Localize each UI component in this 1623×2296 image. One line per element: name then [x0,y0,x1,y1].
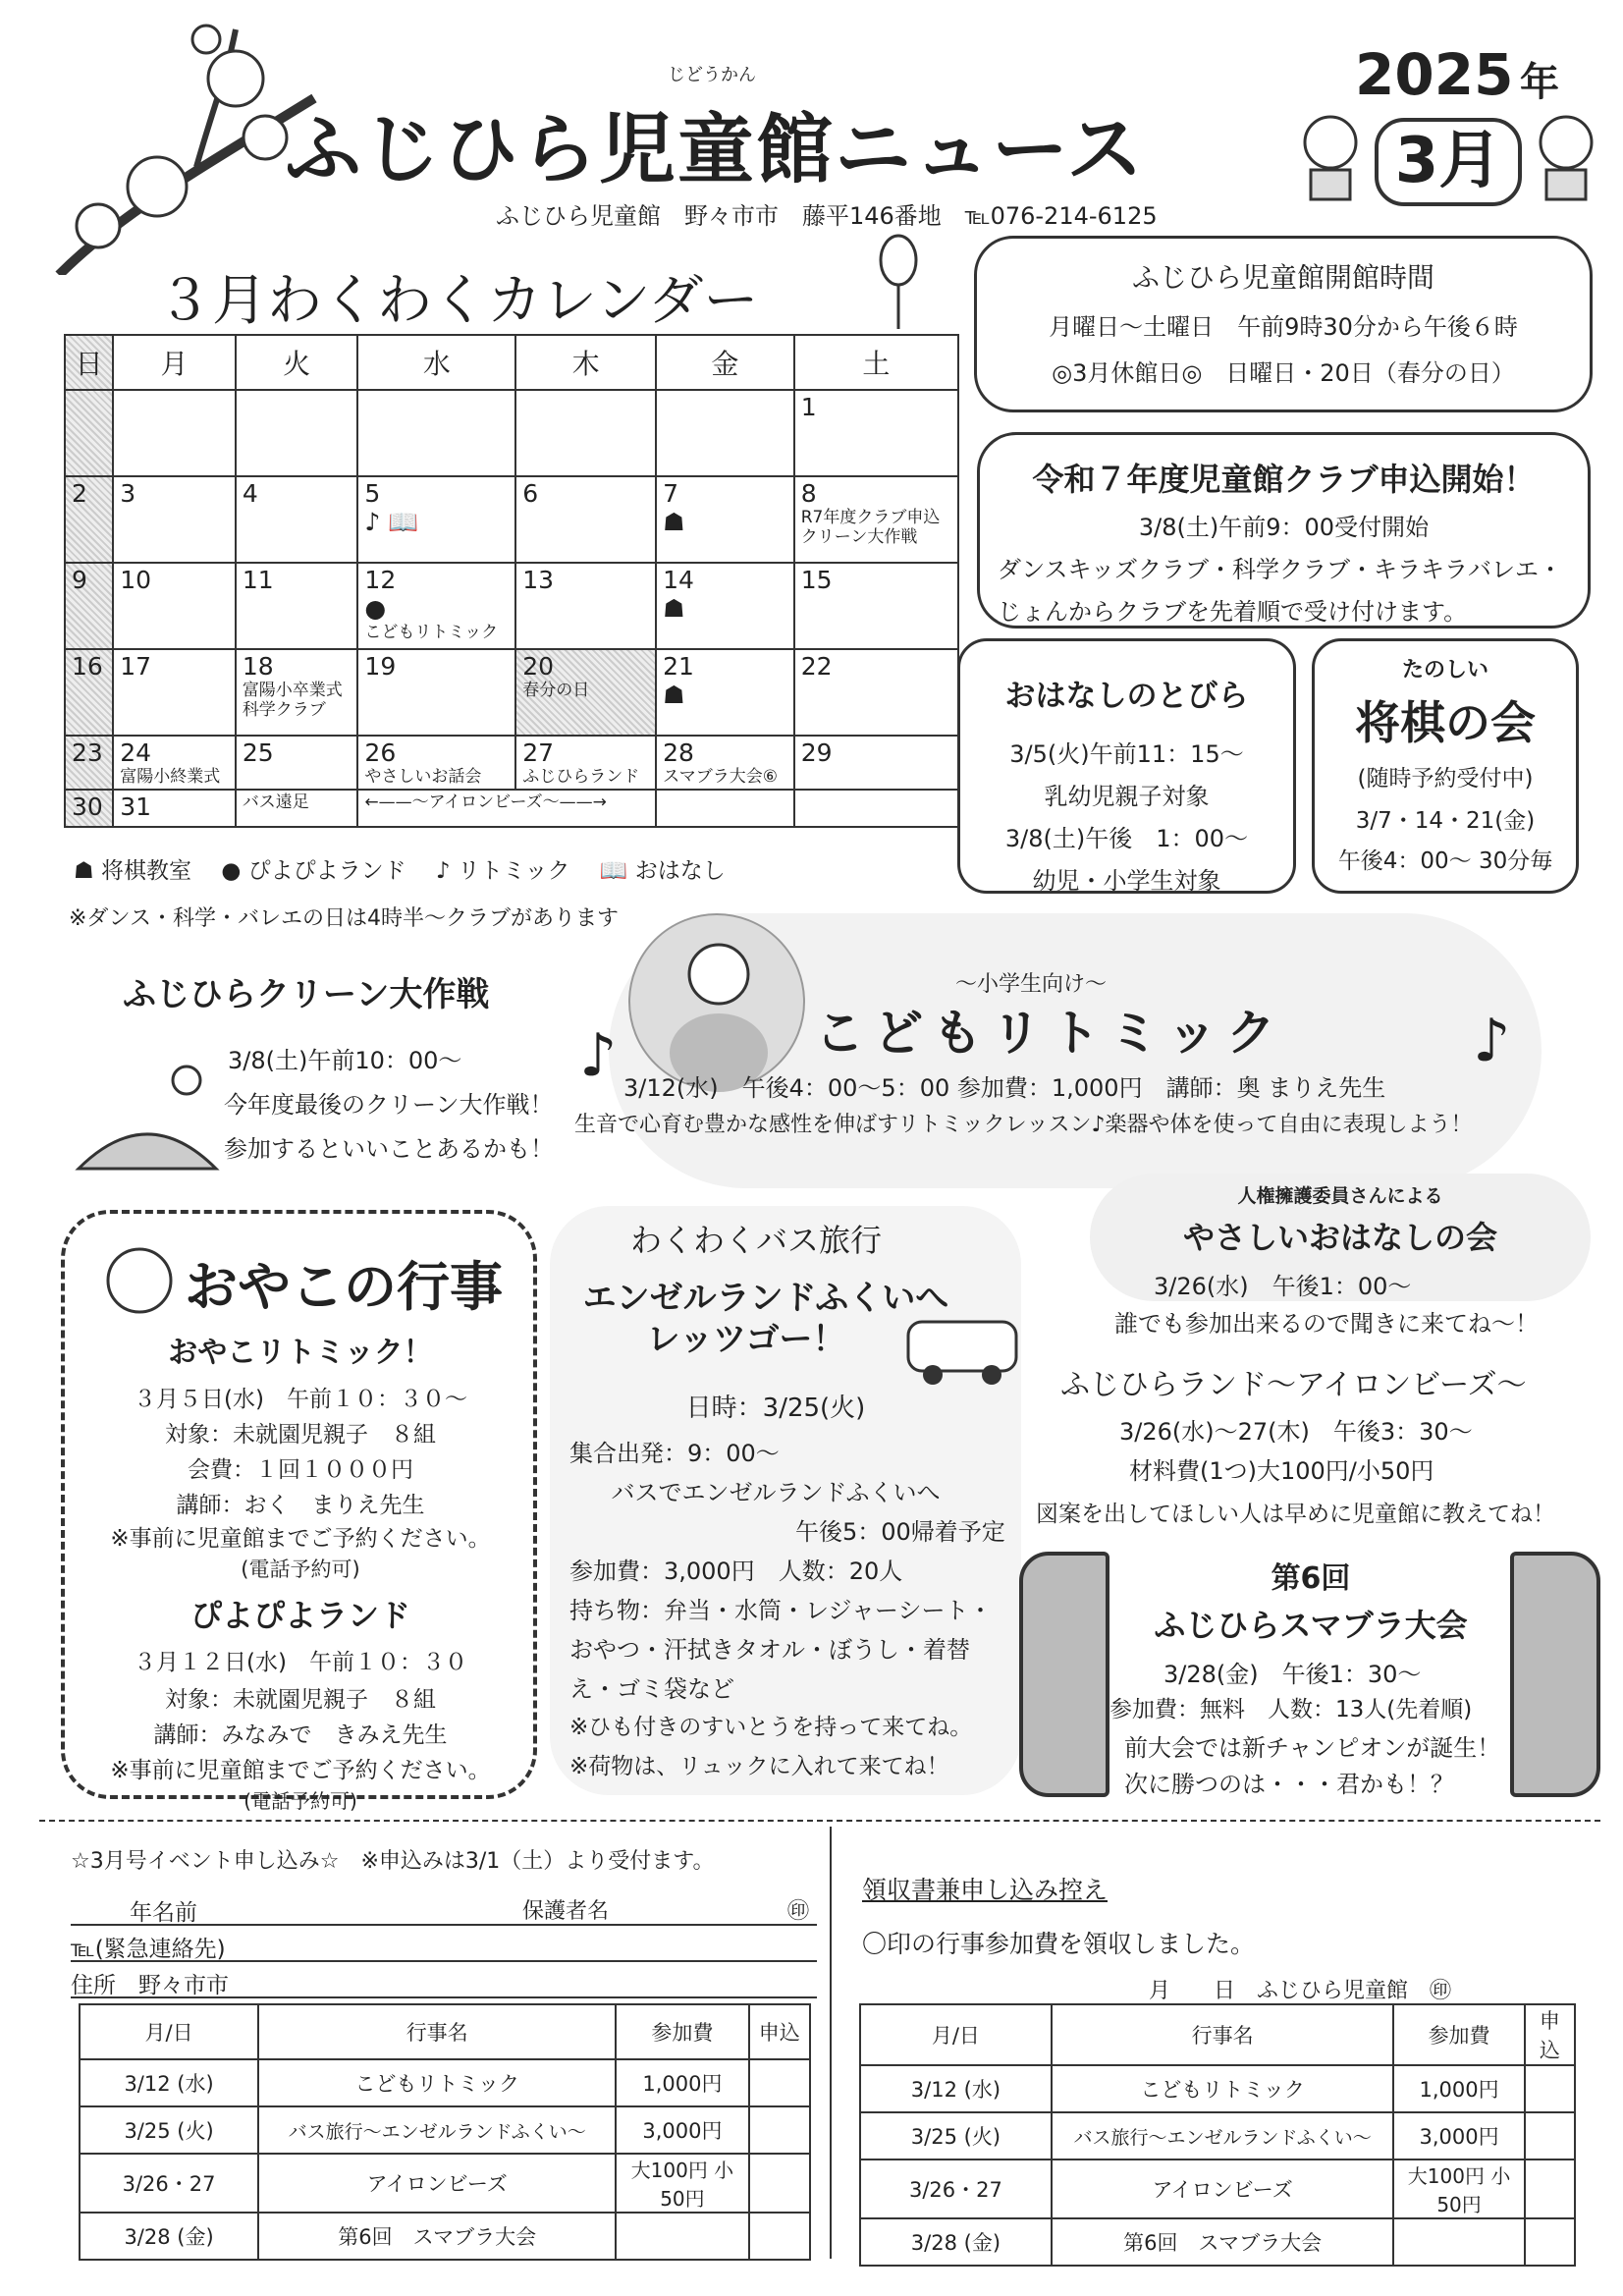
bus-icon [903,1312,1021,1394]
smash-title: ふじひらスマブラ大会 [1154,1607,1468,1644]
year: 2025 [1355,41,1514,108]
ohanashi-box: おはなしのとびら 3/5(火)午前11：15〜 乳幼児親子対象 3/8(土)午後 1：00〜 幼児・小学生対象 [957,638,1296,894]
book-icon: 📖 [388,508,419,536]
calendar-day: 19 [357,649,515,736]
calendar-day [65,390,113,476]
chick-icon [100,1241,179,1324]
calendar-day: 29 [794,736,958,790]
weekday-header: 水 [357,335,515,390]
teacher-photo [628,913,805,1090]
calendar-day: 31 [113,790,236,827]
receipt-title: 領収書兼申し込み控え [862,1876,1109,1904]
apply-checkbox[interactable] [1525,2159,1575,2218]
weekday-header: 木 [515,335,656,390]
calendar-day: 5 ♪ 📖 [357,476,515,563]
flower-icon [874,231,923,333]
club-line1: 3/8(土)午前9：00受付開始 [1138,514,1430,541]
seal-mark: ㊞ [787,1899,810,1924]
bus-title1: エンゼルランドふくいへ [582,1279,949,1318]
form-title: ☆3月号イベント申し込み☆ ※申込みは3/1（土）より受付ます。 [71,1849,715,1874]
child-girl-icon [1532,113,1600,205]
shogi-box: たのしい 将棋の会 (随時予約受付中) 3/7・14・21(金) 午後4：00〜 30分毎 [1312,638,1579,894]
shogi-icon: ☗ [663,681,685,709]
club-title: 令和７年度児童館クラブ申込開始！ [1032,461,1536,498]
calendar-day: 23 [65,736,113,790]
piyopiyo-icon: ● [364,594,387,623]
apply-checkbox[interactable] [749,2106,810,2154]
controller-left-icon [1019,1552,1109,1797]
calendar-day [357,390,515,476]
calendar-day: 6 [515,476,656,563]
calendar-note: ※ダンス・科学・バレエの日は4時半〜クラブがあります [69,906,619,931]
hours-line1: 月曜日〜土曜日 午前9時30分から午後６時 [1049,313,1518,341]
yasashii-title: やさしいおはなしの会 [1182,1219,1497,1256]
address: ふじひら児童館 野々市市 藤平146番地 ℡076-214-6125 [496,202,1158,230]
plum-blossom-illustration [39,20,324,275]
book-icon: 📖 [599,858,628,884]
calendar-day [515,390,656,476]
calendar-day: 30 [65,790,113,827]
cut-line [39,1820,1600,1822]
month-badge: 3月 [1375,118,1522,206]
phone-field[interactable]: ℡(緊急連絡先) [71,1927,817,1962]
calendar-day: 7 ☗ [656,476,794,563]
piyopiyo-icon: ● [221,858,242,884]
controller-right-icon [1510,1552,1600,1797]
calendar-day: 21 ☗ [656,649,794,736]
calendar-day: 17 [113,649,236,736]
island-illustration [69,1041,226,1182]
calendar-day: 13 [515,563,656,649]
hours-box [974,236,1593,412]
year-suffix: 年 [1520,60,1559,105]
ohanashi-title: おはなしのとびら [1004,679,1249,714]
oyako-box: おやこの行事 おやこリトミック！ ３月５日(水) 午前１０：３０〜 対象：未就園児親子 ８組 会費：１回１０００円 講師：おく まりえ先生 ※事前に児童館までご予約ください。 (電話予約可) ぴよぴよランド ３月１２日(水) 午前１０：３０ 対象：未就園児親子 ８組 講師：みなみで きみえ先生 ※事前に児童館までご予約ください。 (電話予約可) [61,1210,537,1799]
calendar-day: 18 富陽小卒業式 科学クラブ [236,649,358,736]
calendar-day: 20 春分の日 [515,649,656,736]
calendar-day: 1 [794,390,958,476]
shogi-icon: ☗ [663,508,685,536]
bus-box: わくわくバス旅行 エンゼルランドふくいへ レッツゴー！ 日時：3/25(火) 集合出発：9：00〜 バスでエンゼルランドふくいへ 午後5：00帰着予定 参加費：3,000円 人数：20人 持ち物：弁当・水筒・レジャーシート・ おやつ・汗拭きタオル・ぼうし・着替 え・ゴミ袋など ※ひも付きのすいとうを持って来てね。 ※荷物は、リュックに入れて来てね！ [550,1206,1021,1795]
calendar-day: 10 [113,563,236,649]
weekday-header: 土 [794,335,958,390]
weekday-header: 日 [65,335,113,390]
rhythmic-icon: ♪ [435,858,451,884]
calendar-day: 22 [794,649,958,736]
form-divider [830,1827,832,2259]
calendar-day: 25 [236,736,358,790]
apply-checkbox[interactable] [749,2154,810,2213]
apply-checkbox[interactable] [749,2059,810,2106]
calendar-title: ３月わくわくカレンダー [157,269,759,333]
shogi-icon: ☗ [663,594,685,623]
weekday-header: 金 [656,335,794,390]
hours-line2: ◎3月休館日◎ 日曜日・20日（春分の日） [1052,359,1515,387]
apply-checkbox[interactable] [1525,2112,1575,2159]
name-field[interactable]: 年名前 保護者名 ㊞ [71,1890,817,1926]
apply-checkbox[interactable] [749,2213,810,2260]
calendar-day [656,390,794,476]
calendar-day: 14 ☗ [656,563,794,649]
calendar-day: バス遠足 [236,790,358,827]
title-ruby: じどうかん [668,65,756,85]
calendar-day [656,790,794,827]
weekday-header: 火 [236,335,358,390]
club-box [977,432,1591,629]
club-line3: じょんからクラブを先着順で受け付けます。 [998,598,1468,626]
calendar-day: 16 [65,649,113,736]
calendar-day [236,390,358,476]
calendar-day: 15 [794,563,958,649]
apply-checkbox[interactable] [1525,2218,1575,2266]
rhythmic-icon: ♪ [364,508,381,536]
calendar-day: 3 [113,476,236,563]
calendar-day: 12 ● こどもリトミック [357,563,515,649]
calendar-day [113,390,236,476]
club-line2: ダンスキッズクラブ・科学クラブ・キラキラバレエ・ [998,556,1563,583]
hours-title: ふじひら児童館開館時間 [1131,261,1434,294]
rhythmic-title: こどもリトミック [815,1005,1285,1062]
oyako-title: おやこの行事 [185,1256,503,1318]
music-note-icon: ♪ [579,1021,618,1090]
calendar-day: 28 スマブラ大会⑥ [656,736,794,790]
shogi-icon: ☗ [74,858,94,884]
child-boy-icon [1296,113,1365,205]
calendar-day [794,790,958,827]
shogi-title: 将棋の会 [1355,696,1536,749]
address-field[interactable]: 住所 野々市市 [71,1963,817,1998]
calendar-legend: ☗ 将棋教室 ● ぴよぴよランド ♪ リトミック 📖 おはなし [74,858,726,884]
calendar-day: ←——〜アイロンビーズ〜——→ [357,790,656,827]
calendar-day: 11 [236,563,358,649]
apply-checkbox[interactable] [1525,2065,1575,2112]
page-title: ふじひら児童館ニュース [285,106,1146,194]
calendar-day: 9 [65,563,113,649]
calendar-grid [64,334,959,828]
calendar-day: 26 やさしいお話会 [357,736,515,790]
calendar-day: 24 富陽小終業式 [113,736,236,790]
calendar-day: 8 R7年度クラブ申込 クリーン大作戦 [794,476,958,563]
calendar-day: 2 [65,476,113,563]
iron-title: ふじひらランド〜アイロンビーズ〜 [1060,1368,1527,1402]
weekday-header: 月 [113,335,236,390]
application-table-left: 月/日 行事名 参加費 申込 3/12 (水) こどもリトミック 1,000円 3/25 (火) バス旅行〜エンゼルランドふくい〜 3,000円 3/26・27 アイロンビーズ 大100円 小50円 3/28 (金) 第6回 スマブラ大会 [79,2003,811,2261]
calendar-day: 27 ふじひらランド [515,736,656,790]
music-note-icon: ♪ [1473,1007,1511,1075]
application-table-right: 月/日 行事名 参加費 申込 3/12 (水) こどもリトミック 1,000円 3/25 (火) バス旅行〜エンゼルランドふくい〜 3,000円 3/26・27 アイロンビーズ 大100円 小50円 3/28 (金) 第6回 スマブラ大会 [859,2003,1576,2267]
clean-title: ふじひらクリーン大作戦 [123,975,490,1014]
calendar-day: 4 [236,476,358,563]
